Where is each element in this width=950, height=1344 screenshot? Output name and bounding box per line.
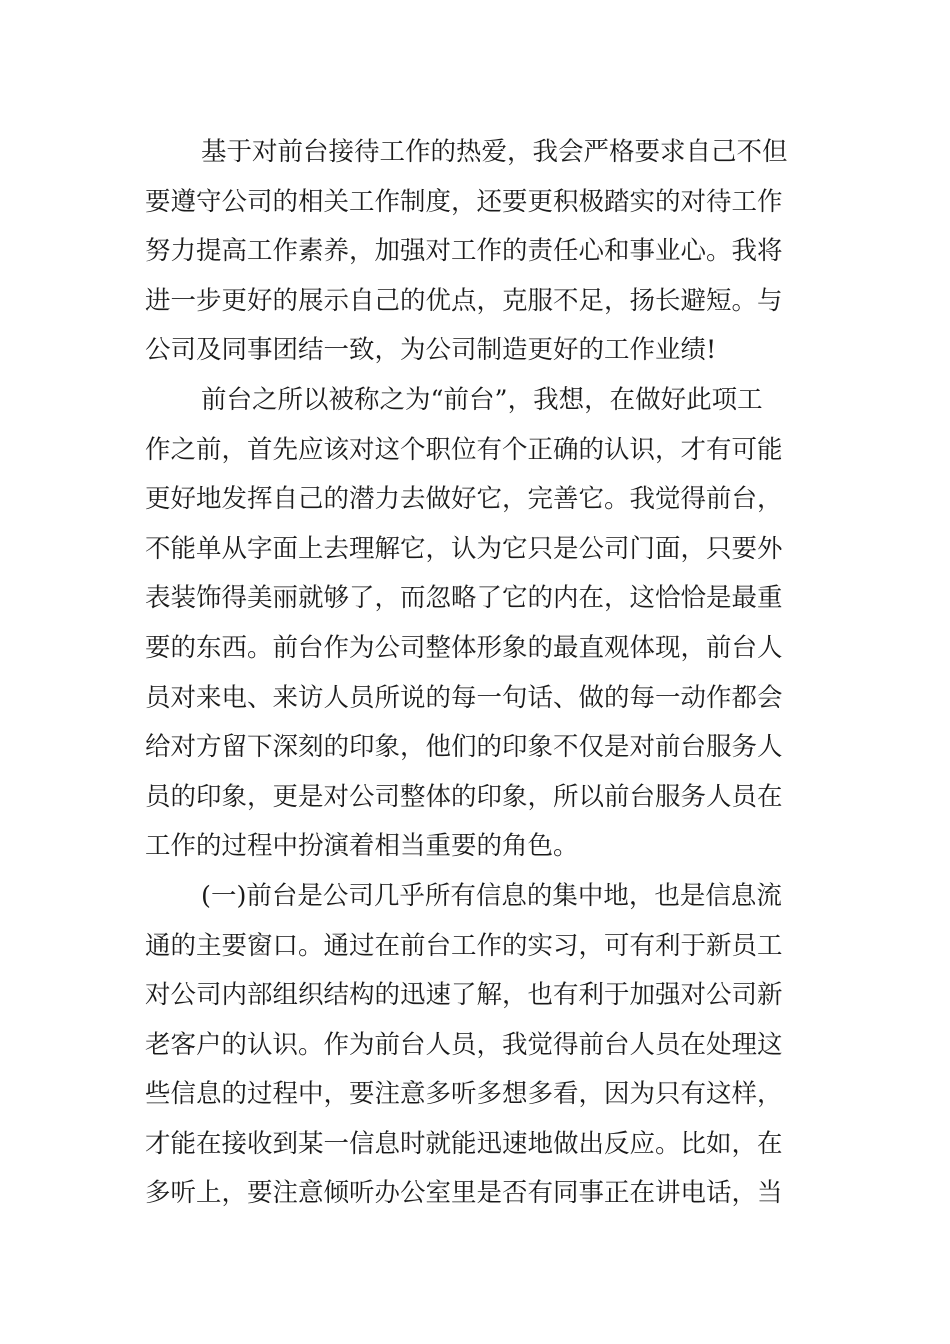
paragraph-line: 表装饰得美丽就够了，而忽略了它的内在，这恰恰是最重 [145,583,783,614]
paragraph-line: (一)前台是公司几乎所有信息的集中地，也是信息流 [201,880,782,911]
paragraph-line: 基于对前台接待工作的热爱，我会严格要求自己不但 [201,137,788,167]
paragraph-line: 要遵守公司的相关工作制度，还要更积极踏实的对待工作 [145,186,783,217]
document-body [145,128,810,1219]
paragraph-line: 才能在接收到某一信息时就能迅速地做出反应。比如，在 [145,1128,783,1159]
paragraph-line: 更好地发挥自己的潜力去做好它，完善它。我觉得前台， [145,484,783,515]
paragraph-2 [145,376,810,872]
paragraph-line: 工作的过程中扮演着相当重要的角色。 [145,831,579,862]
paragraph-line: 员对来电、来访人员所说的每一句话、做的每一动作都会 [145,682,783,713]
paragraph-line: 多听上，要注意倾听办公室里是否有同事正在讲电话，当 [145,1178,783,1209]
paragraph-line: 公司及同事团结一致，为公司制造更好的工作业绩! [145,335,717,366]
paragraph-line: 对公司内部组织结构的迅速了解，也有利于加强对公司新 [145,980,783,1011]
paragraph-line: 要的东西。前台作为公司整体形象的最直观体现，前台人 [145,632,783,663]
paragraph-line: 不能单从字面上去理解它，认为它只是公司门面，只要外 [145,533,783,564]
paragraph-line: 老客户的认识。作为前台人员，我觉得前台人员在处理这 [145,1029,783,1060]
paragraph-line: 前台之所以被称之为“前台”，我想，在做好此项工 [201,384,763,415]
paragraph-line: 员的印象，更是对公司整体的印象，所以前台服务人员在 [145,781,783,812]
paragraph-line: 努力提高工作素养，加强对工作的责任心和事业心。我将 [145,236,783,267]
paragraph-line: 给对方留下深刻的印象，他们的印象不仅是对前台服务人 [145,732,783,763]
paragraph-3 [145,872,810,1219]
paragraph-line: 些信息的过程中，要注意多听多想多看，因为只有这样， [145,1079,783,1110]
paragraph-line: 通的主要窗口。通过在前台工作的实习，可有利于新员工 [145,930,783,961]
paragraph-line: 作之前，首先应该对这个职位有个正确的认识，才有可能 [145,434,783,465]
paragraph-1 [145,128,810,376]
paragraph-line: 进一步更好的展示自己的优点，克服不足，扬长避短。与 [145,285,783,316]
